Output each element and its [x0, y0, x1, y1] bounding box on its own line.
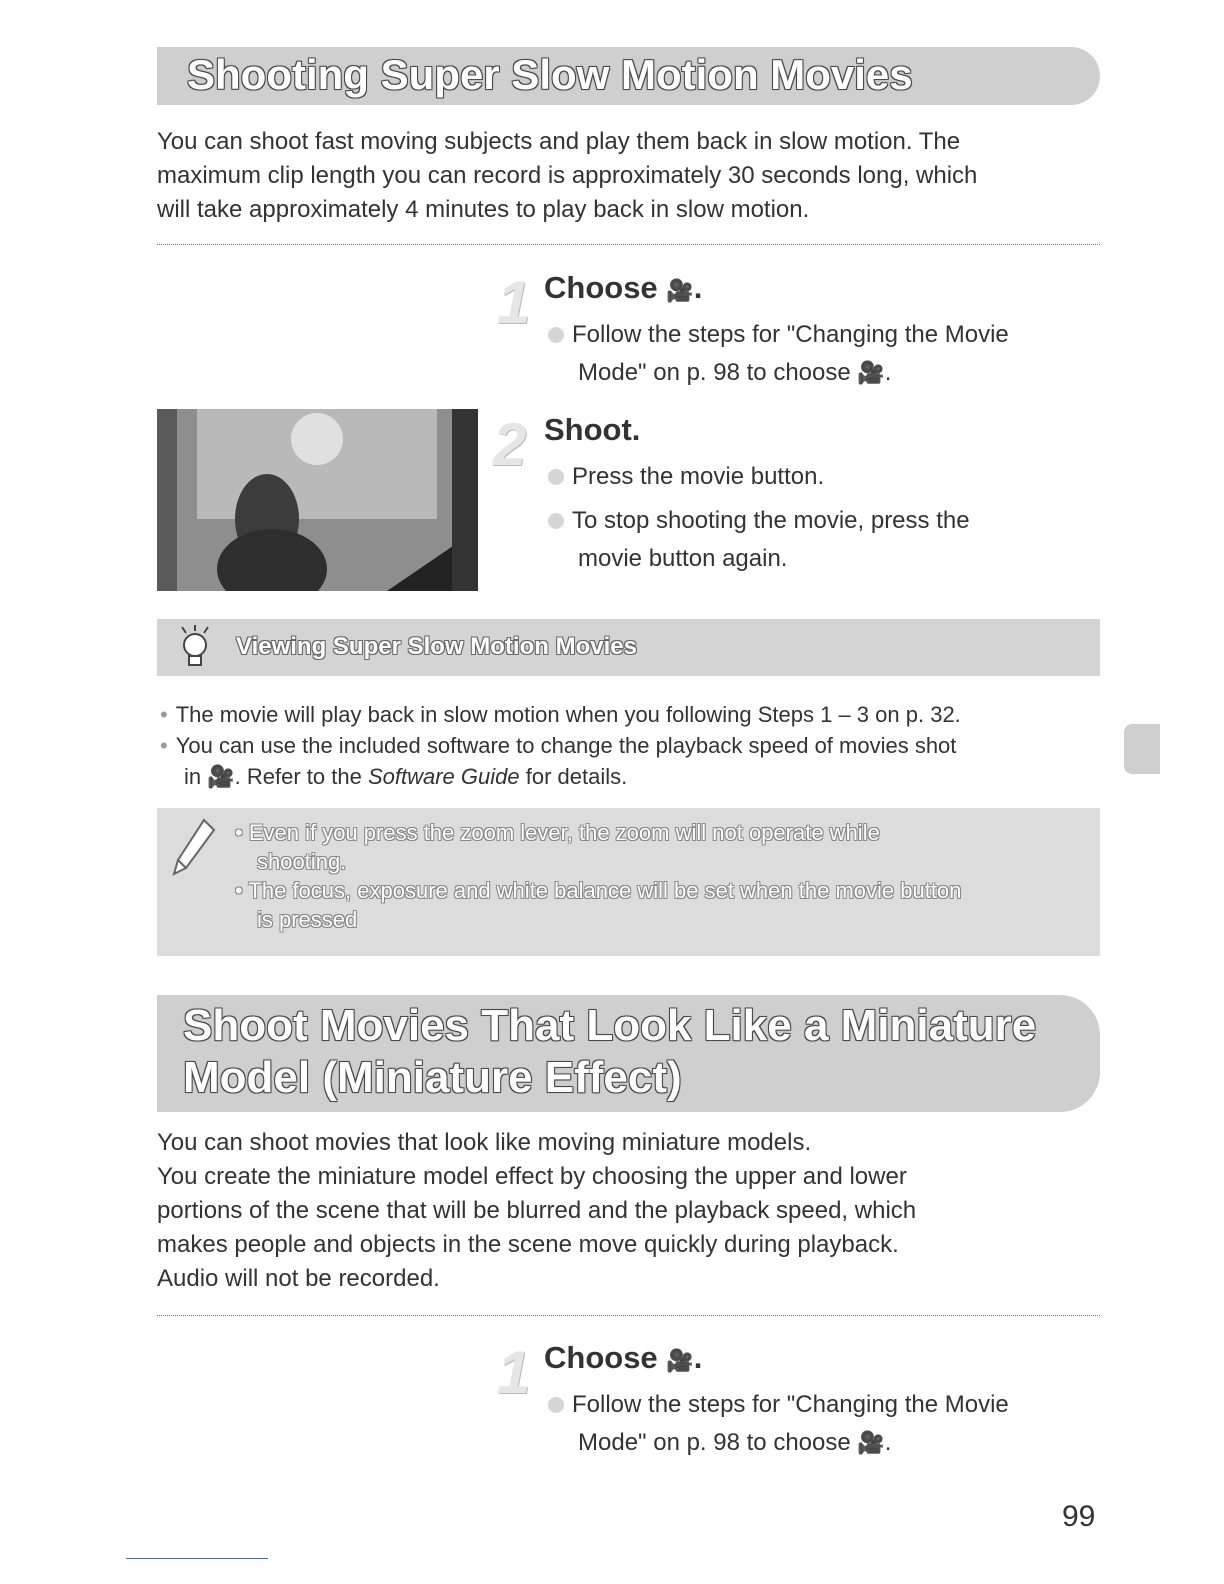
step-bullet: Follow the steps for "Changing the Movie Mode" on p. 98 to choose 🎥.: [548, 1386, 1108, 1462]
step-number: 1: [497, 1339, 531, 1406]
step-bullets: Press the movie button. To stop shooting the movie, press the movie button again.: [548, 458, 1108, 578]
tip-title: Viewing Super Slow Motion Movies: [236, 633, 637, 660]
intro-line: will take approximately 4 minutes to play back in slow motion.: [157, 196, 810, 223]
footer-line: [126, 1558, 268, 1559]
intro-line: You can shoot fast moving subjects and play them back in slow motion. The: [157, 128, 961, 155]
section-title-line2: Model (Miniature Effect): [183, 1053, 682, 1102]
super-slow-motion-icon: 🎥: [207, 764, 235, 789]
bullet-dot: [548, 469, 564, 485]
section-title: Shooting Super Slow Motion Movies: [187, 51, 913, 98]
intro-line: maximum clip length you can record is approximately 30 seconds long, which: [157, 162, 978, 189]
section-banner-miniature: [157, 995, 1100, 1112]
chapter-tab: [1124, 724, 1160, 774]
section-banner-super-slow: [157, 47, 1100, 105]
step-title: Shoot.: [544, 412, 641, 447]
divider: [157, 244, 1100, 245]
miniature-effect-icon: 🎥: [666, 1348, 694, 1373]
step-bullet: Follow the steps for "Changing the Movie Mode" on p. 98 to choose 🎥.: [548, 316, 1108, 392]
super-slow-motion-icon: 🎥: [857, 360, 885, 385]
bullet-dot: [548, 1397, 564, 1413]
step-title: Choose 🎥.: [544, 1340, 703, 1375]
camera-screen-photo: [157, 409, 478, 591]
bullet-dot: [548, 327, 564, 343]
miniature-effect-icon: 🎥: [857, 1430, 885, 1455]
section-title-line1: Shoot Movies That Look Like a Miniature: [183, 1001, 1037, 1050]
pencil-icon: [170, 818, 218, 883]
light-bulb-icon: [178, 625, 212, 674]
step-number: 1: [497, 269, 531, 336]
bullet-dot: [548, 513, 564, 529]
step-number: 2: [493, 411, 527, 478]
page-number: 99: [1062, 1500, 1096, 1533]
step-title: Choose 🎥.: [544, 270, 703, 305]
intro-paragraph: [157, 125, 1107, 227]
divider: [157, 1315, 1100, 1316]
super-slow-motion-icon: 🎥: [666, 278, 694, 303]
intro-paragraph: You can shoot movies that look like moving miniature models. You create the miniature model effect by choosing the upper and lower portions of the scene that will be blurred and the playback speed, which makes people and objects in the scene move quickly during playback. Audio will not be recorded.: [157, 1129, 917, 1292]
note-list: • Even if you press the zoom lever, the zoom will not operate while shooting. • The focus, exposure and white balance will be set when the movie button is pressed: [235, 820, 962, 932]
tip-list: • The movie will play back in slow motion when you following Steps 1 – 3 on p. 32. • You can use the included software to change the playback speed of movies shot in 🎥. Refer to the Software Guide for details.: [160, 702, 961, 789]
